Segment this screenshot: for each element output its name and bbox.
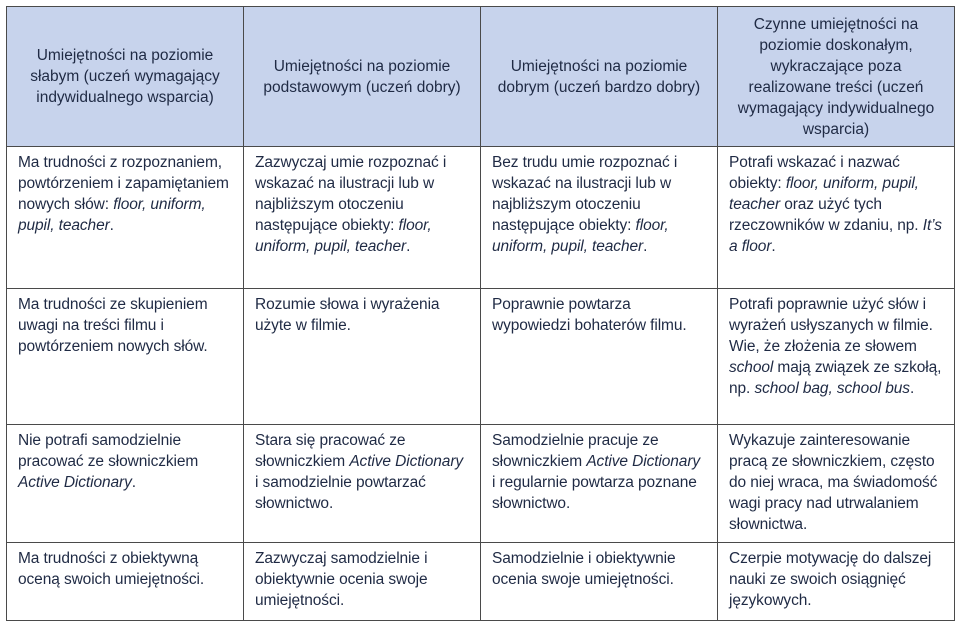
table-cell (7, 289, 244, 425)
cell-text: Potrafi wskazać i nazwać obiekty: (729, 154, 900, 192)
cell-text: . (771, 238, 776, 255)
cell-text: . (643, 238, 648, 255)
cell-text: Stara się pracować ze słowniczkiem (255, 432, 406, 470)
cell-text: i samodzielnie powtarzać słownictwo. (255, 474, 426, 512)
cell-text: Ma trudności ze skupieniem uwagi na treści filmu i powtórzeniem nowych słów. (18, 296, 208, 355)
cell-text: Samodzielnie i obiektywnie ocenia swoje umiejętności. (492, 550, 676, 588)
table-cell (244, 425, 481, 543)
table-cell (244, 543, 481, 621)
cell-text: Ma trudności z rozpoznaniem, powtórzeniem i zapamiętaniem nowych słów: (18, 154, 229, 213)
table-header-row (7, 7, 955, 147)
table-row (7, 289, 955, 425)
italic-term: floor, uniform, pupil, teacher (18, 196, 206, 234)
cell-text: Poprawnie powtarza wypowiedzi bohaterów filmu. (492, 296, 687, 334)
cell-text: Samodzielnie pracuje ze słowniczkiem (492, 432, 659, 470)
cell-text: Potrafi poprawnie użyć słów i wyrażeń usłyszanych w filmie. Wie, że złożenia ze słowem (729, 296, 933, 355)
italic-term: Active Dictionary (18, 474, 132, 491)
header-level-basic: Umiejętności na poziomie podstawowym (uczeń dobry) (244, 7, 481, 147)
italic-term: It’s a floor (729, 217, 942, 255)
cell-text: . (909, 380, 915, 397)
cell-text: Ma trudności z obiektywną oceną swoich umiejętności. (18, 550, 205, 588)
table-cell (718, 425, 955, 543)
table-cell (718, 543, 955, 621)
cell-text: Nie potrafi samodzielnie pracować ze słowniczkiem (18, 432, 199, 470)
italic-term: Active Dictionary (586, 453, 701, 470)
cell-text: Zazwyczaj umie rozpoznać i wskazać na ilustracji lub w najbliższym otoczeniu następujące obiekty: (255, 154, 447, 234)
table-cell (481, 425, 718, 543)
italic-term: floor, uniform, pupil, teacher (492, 217, 669, 255)
cell-text: Zazwyczaj samodzielnie i obiektywnie ocenia swoje umiejętności. (255, 550, 428, 609)
table-cell (481, 543, 718, 621)
cell-text: Czerpie motywację do dalszej nauki ze swoich osiągnięć językowych. (729, 550, 932, 609)
table-cell (244, 289, 481, 425)
italic-term: floor, uniform, pupil, teacher (255, 217, 432, 255)
document-page (6, 6, 955, 621)
table-cell (718, 147, 955, 289)
skills-assessment-table (6, 6, 955, 621)
table-cell (244, 147, 481, 289)
cell-text: . (131, 474, 136, 491)
italic-term: school bag, school bus (754, 380, 910, 397)
cell-text: . (109, 217, 114, 234)
header-level-excellent: Czynne umiejętności na poziomie doskonałym, wykraczające poza realizowane treści (uczeń wymagający indywidualnego wsparcia) (718, 7, 955, 147)
cell-text: Wykazuje zainteresowanie pracą ze słowniczkiem, często do niej wraca, ma świadomość wagi pracy nad utrwalaniem słownictwa. (729, 432, 938, 533)
cell-text: Rozumie słowa i wyrażenia użyte w filmie. (255, 296, 440, 334)
italic-term: floor, uniform, pupil, teacher (729, 175, 919, 213)
cell-text: Bez trudu umie rozpoznać i wskazać na ilustracji lub w najbliższym otoczeniu następujące obiekty: (492, 154, 678, 234)
header-level-good: Umiejętności na poziomie dobrym (uczeń bardzo dobry) (481, 7, 718, 147)
table-row (7, 147, 955, 289)
table-cell (7, 543, 244, 621)
table-cell (481, 147, 718, 289)
cell-text: . (406, 238, 411, 255)
cell-text: oraz użyć tych rzeczowników w zdaniu, np. (729, 196, 923, 234)
table-cell (481, 289, 718, 425)
table-cell (7, 147, 244, 289)
cell-text: mają związek ze szkołą, np. (729, 359, 942, 397)
table-cell (718, 289, 955, 425)
table-row (7, 543, 955, 621)
table-cell (7, 425, 244, 543)
italic-term: Active Dictionary (349, 453, 464, 470)
cell-text: i regularnie powtarza poznane słownictwo. (492, 474, 697, 512)
table-row (7, 425, 955, 543)
header-level-weak: Umiejętności na poziomie słabym (uczeń wymagający indywidualnego wsparcia) (7, 7, 244, 147)
italic-term: school (729, 359, 774, 376)
